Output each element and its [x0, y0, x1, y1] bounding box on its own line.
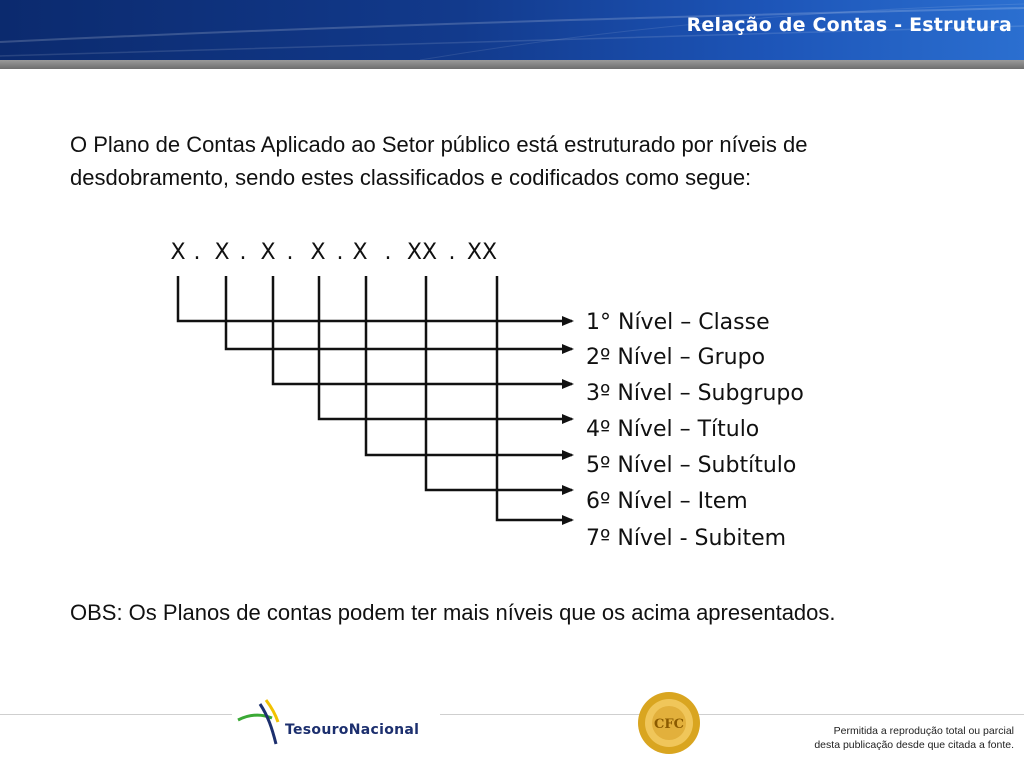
code-digit: X	[260, 240, 276, 265]
tesouro-nacional-wordmark: TesouroNacional	[285, 722, 420, 738]
footer-divider-right	[440, 714, 1024, 715]
level-connector-arrow	[497, 276, 572, 520]
code-digit: XX	[466, 240, 498, 265]
level-label: 6º Nível – Item	[586, 489, 748, 514]
footer-divider-left	[0, 714, 232, 715]
level-connector-arrow	[319, 276, 572, 419]
level-label: 5º Nível – Subtítulo	[586, 453, 797, 478]
level-connector-arrow	[366, 276, 572, 455]
code-digit: X	[352, 240, 368, 265]
level-label: 2º Nível – Grupo	[586, 345, 766, 370]
code-digit: X	[214, 240, 230, 265]
footer-copyright-note	[814, 724, 1014, 752]
code-separator: .	[239, 240, 247, 265]
cfc-seal-text: CFC	[654, 717, 684, 732]
level-label: 7º Nível - Subitem	[586, 526, 787, 551]
slide-title: Relação de Contas - Estrutura	[686, 14, 1012, 36]
code-separator: .	[286, 240, 294, 265]
level-connector-arrow	[226, 276, 572, 349]
level-label: 3º Nível – Subgrupo	[586, 381, 804, 406]
code-digit: X	[310, 240, 326, 265]
footer-note-line-1: Permitida a reprodução total ou parcial	[833, 725, 1014, 737]
level-label: 4º Nível – Título	[586, 417, 760, 442]
level-connector-arrow	[178, 276, 572, 321]
footer-note-line-2: desta publicação desde que citada a fonte.	[814, 739, 1014, 751]
code-separator: .	[336, 240, 344, 265]
cfc-seal-icon	[636, 690, 702, 756]
code-digit: XX	[406, 240, 438, 265]
code-separator: .	[193, 240, 201, 265]
intro-paragraph: O Plano de Contas Aplicado ao Setor público está estruturado por níveis de desdobramento, sendo estes classificados e codificados como segue:	[70, 132, 808, 190]
code-digit: X	[170, 240, 186, 265]
observation-note: OBS: Os Planos de contas podem ter mais níveis que os acima apresentados.	[70, 600, 836, 625]
level-label: 1° Nível – Classe	[586, 310, 770, 335]
code-separator: .	[448, 240, 456, 265]
code-separator: .	[384, 240, 392, 265]
